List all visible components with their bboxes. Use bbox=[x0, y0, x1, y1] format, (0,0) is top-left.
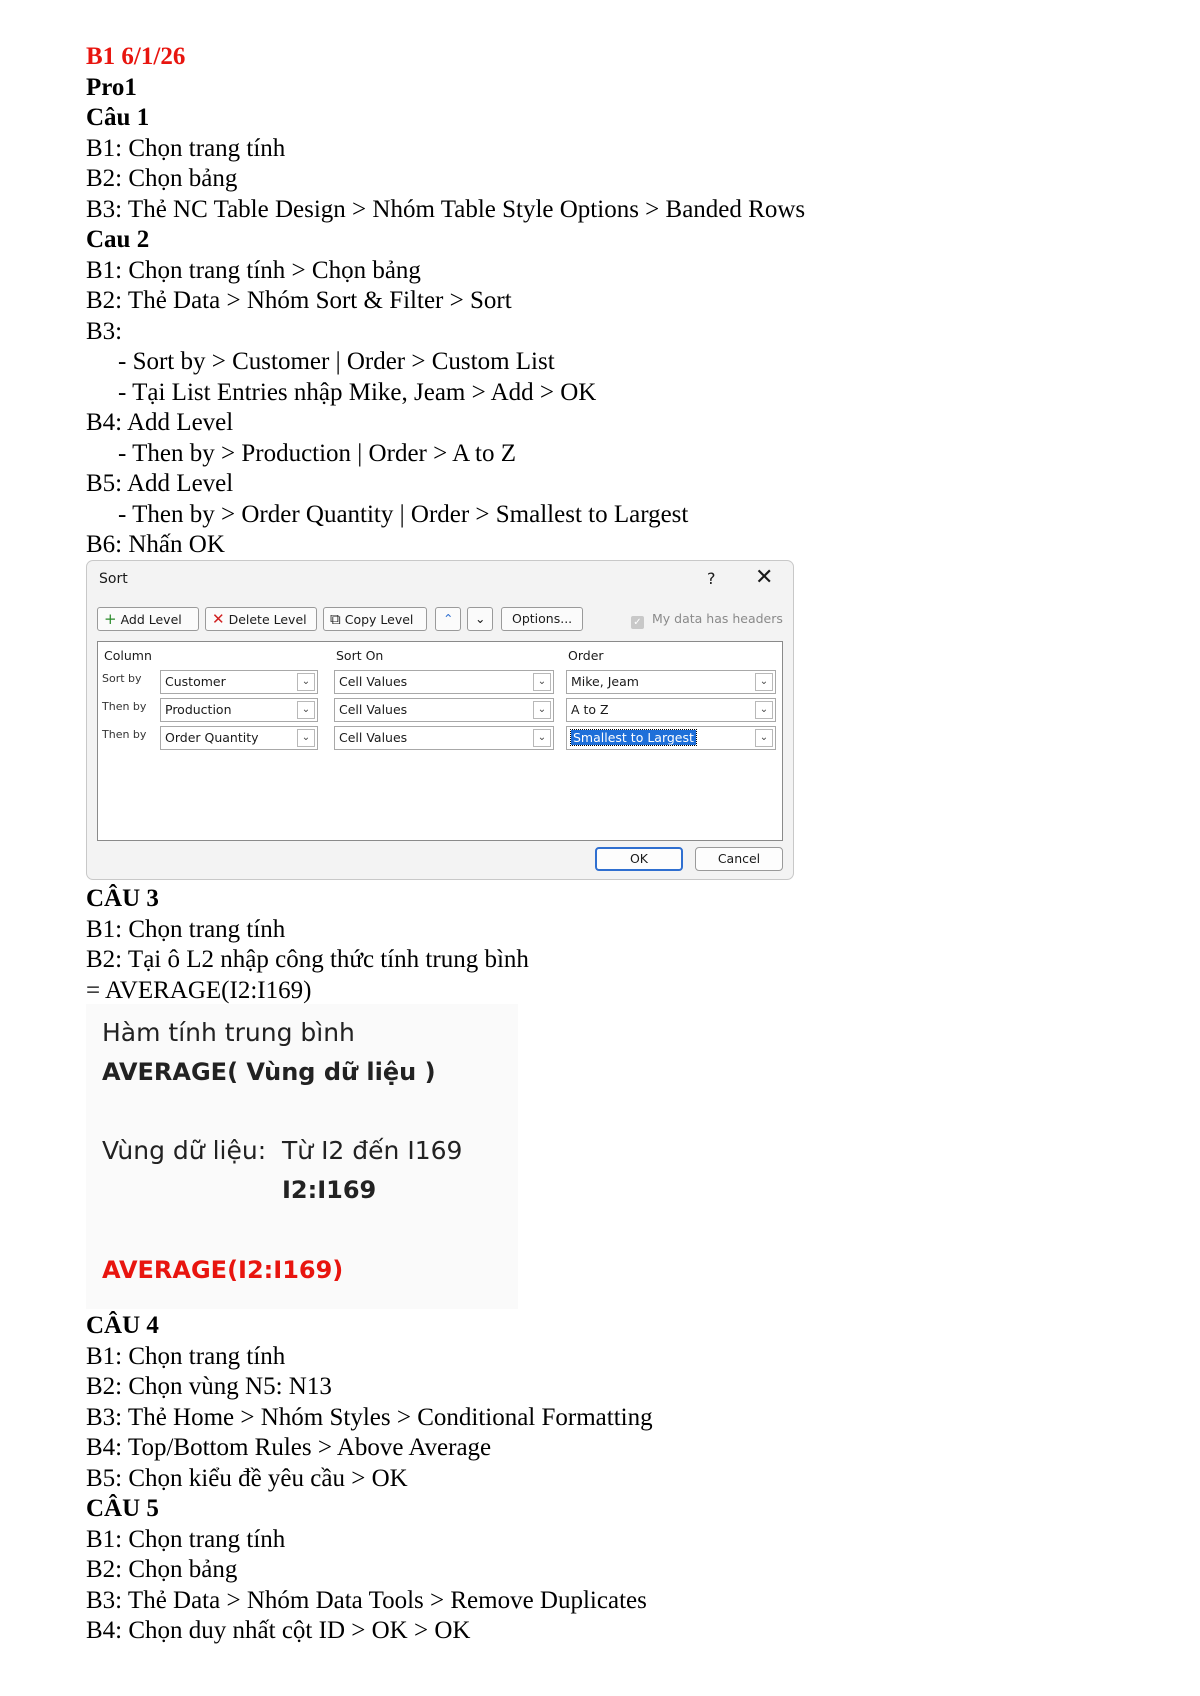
cau3-formula: = AVERAGE(I2:I169) bbox=[86, 976, 312, 1004]
delete-icon: ✕ bbox=[212, 610, 225, 628]
chevron-down-icon: ⌄ bbox=[533, 729, 551, 747]
cau2-substep: - Sort by > Customer | Order > Custom List bbox=[118, 348, 555, 375]
sort-on-select[interactable]: Cell Values ⌄ bbox=[334, 698, 554, 722]
chevron-down-icon: ⌄ bbox=[533, 701, 551, 719]
document-bottom bbox=[86, 1311, 1116, 1647]
column-select[interactable]: Production ⌄ bbox=[160, 698, 318, 722]
dialog-title: Sort bbox=[99, 571, 128, 587]
avg-syntax: AVERAGE( Vùng dữ liệu ) bbox=[102, 1058, 436, 1086]
cau2-substep: - Then by > Order Quantity | Order > Smallest to Largest bbox=[118, 500, 689, 528]
cau5-step: B1: Chọn trang tính bbox=[86, 1525, 286, 1553]
cancel-button[interactable]: Cancel bbox=[695, 847, 783, 871]
cau4-step: B3: Thẻ Home > Nhóm Styles > Conditional Formatting bbox=[86, 1403, 653, 1431]
sort-on-header: Sort On bbox=[336, 648, 384, 663]
chevron-down-icon: ⌄ bbox=[297, 701, 315, 719]
avg-range-ref: I2:I169 bbox=[282, 1176, 377, 1204]
headers-checkbox[interactable]: ✓ My data has headers bbox=[631, 611, 783, 629]
add-level-button[interactable]: + Add Level bbox=[97, 607, 199, 631]
cau1-step: B2: Chọn bảng bbox=[86, 165, 238, 192]
order-header: Order bbox=[568, 648, 604, 663]
order-select[interactable]: Mike, Jeam ⌄ bbox=[566, 670, 776, 694]
sort-on-select[interactable]: Cell Values ⌄ bbox=[334, 726, 554, 750]
sort-dialog bbox=[86, 560, 794, 880]
cau2-substep: - Tại List Entries nhập Mike, Jeam > Add > OK bbox=[118, 378, 597, 406]
cau2-step: B5: Add Level bbox=[86, 470, 234, 497]
avg-heading: Hàm tính trung bình bbox=[102, 1018, 355, 1047]
sort-levels-grid bbox=[97, 641, 783, 841]
cau2-step: B6: Nhấn OK bbox=[86, 531, 225, 558]
row-label: Then by bbox=[102, 700, 147, 713]
cau1-step: B3: Thẻ NC Table Design > Nhóm Table Style Options > Banded Rows bbox=[86, 195, 806, 223]
cau3-title: CÂU 3 bbox=[86, 885, 159, 912]
column-select[interactable]: Order Quantity ⌄ bbox=[160, 726, 318, 750]
avg-formula: AVERAGE(I2:I169) bbox=[102, 1256, 344, 1284]
sort-on-select[interactable]: Cell Values ⌄ bbox=[334, 670, 554, 694]
cau2-step: B2: Thẻ Data > Nhóm Sort & Filter > Sort bbox=[86, 287, 512, 314]
ok-button[interactable]: OK bbox=[595, 847, 683, 871]
cau5-step: B2: Chọn bảng bbox=[86, 1556, 238, 1583]
cau4-title: CÂU 4 bbox=[86, 1312, 159, 1339]
cau4-step: B2: Chọn vùng N5: N13 bbox=[86, 1373, 332, 1400]
cau2-title: Cau 2 bbox=[86, 226, 150, 253]
cau2-step: B1: Chọn trang tính > Chọn bảng bbox=[86, 256, 421, 284]
avg-range-text: Từ I2 đến I169 bbox=[282, 1136, 463, 1165]
chevron-down-icon: ⌄ bbox=[297, 729, 315, 747]
document-middle bbox=[86, 884, 1116, 1006]
cau2-step: B4: Add Level bbox=[86, 409, 234, 436]
cau1-title: Câu 1 bbox=[86, 104, 150, 131]
move-up-button[interactable]: ⌃ bbox=[435, 607, 461, 631]
cau5-step: B3: Thẻ Data > Nhóm Data Tools > Remove Duplicates bbox=[86, 1586, 647, 1614]
chevron-down-icon: ⌄ bbox=[755, 701, 773, 719]
column-select[interactable]: Customer ⌄ bbox=[160, 670, 318, 694]
options-button[interactable]: Options... bbox=[501, 607, 583, 631]
cau2-substep: - Then by > Production | Order > A to Z bbox=[118, 439, 516, 467]
pro-title: Pro1 bbox=[86, 73, 137, 101]
document-top bbox=[86, 42, 1116, 561]
cau2-step: B3: bbox=[86, 317, 123, 345]
cau4-step: B1: Chọn trang tính bbox=[86, 1342, 286, 1370]
row-label: Then by bbox=[102, 728, 147, 741]
cau1-step: B1: Chọn trang tính bbox=[86, 134, 286, 162]
chevron-down-icon: ⌄ bbox=[755, 673, 773, 691]
chevron-down-icon: ⌄ bbox=[755, 729, 773, 747]
column-header: Column bbox=[104, 648, 152, 663]
order-select[interactable]: Smallest to Largest ⌄ bbox=[566, 726, 776, 750]
copy-icon: ⧉ bbox=[330, 610, 341, 628]
cau5-step: B4: Chọn duy nhất cột ID > OK > OK bbox=[86, 1617, 471, 1644]
cau3-step: B1: Chọn trang tính bbox=[86, 915, 286, 943]
move-down-button[interactable]: ⌄ bbox=[467, 607, 493, 631]
cau4-step: B5: Chọn kiểu đề yêu cầu > OK bbox=[86, 1464, 408, 1492]
close-button[interactable]: ✕ bbox=[755, 565, 774, 590]
check-icon: ✓ bbox=[631, 616, 644, 629]
avg-range-label: Vùng dữ liệu: bbox=[102, 1136, 267, 1165]
chevron-down-icon: ⌄ bbox=[533, 673, 551, 691]
copy-level-button[interactable]: ⧉ Copy Level bbox=[323, 607, 427, 631]
plus-icon: + bbox=[104, 610, 117, 628]
delete-level-button[interactable]: ✕ Delete Level bbox=[205, 607, 317, 631]
average-explanation bbox=[86, 1004, 518, 1309]
cau4-step: B4: Top/Bottom Rules > Above Average bbox=[86, 1434, 492, 1461]
row-label: Sort by bbox=[102, 672, 142, 685]
help-button[interactable]: ? bbox=[707, 569, 716, 588]
header-date: B1 6/1/26 bbox=[86, 43, 186, 70]
cau3-step: B2: Tại ô L2 nhập công thức tính trung bình bbox=[86, 946, 529, 973]
chevron-down-icon: ⌄ bbox=[297, 673, 315, 691]
order-select[interactable]: A to Z ⌄ bbox=[566, 698, 776, 722]
cau5-title: CÂU 5 bbox=[86, 1495, 159, 1522]
